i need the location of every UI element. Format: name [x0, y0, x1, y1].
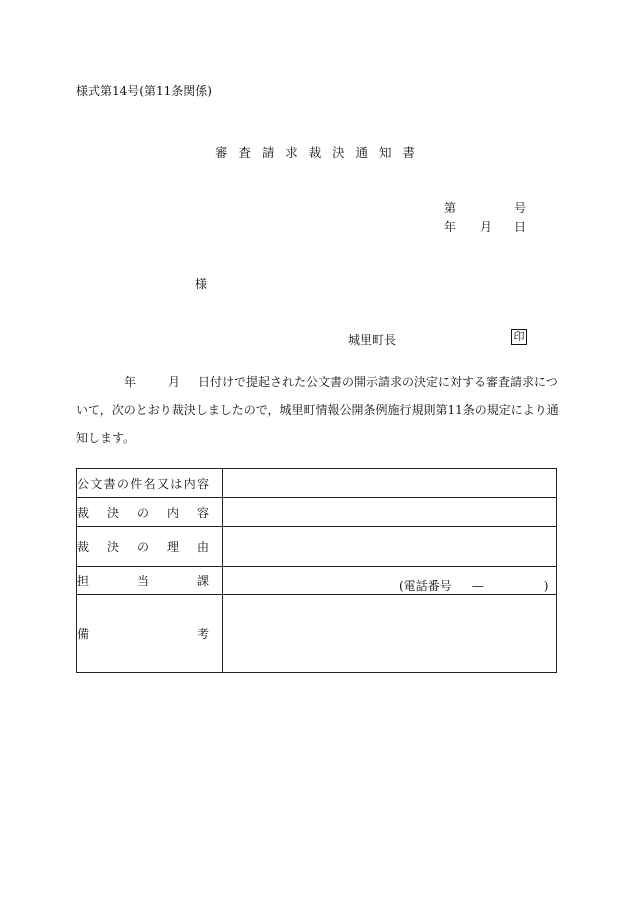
table-row — [77, 498, 557, 527]
body-line-2: いて，次のとおり裁決しましたので，城里町情報公開条例施行規則第11条の規定により通 — [76, 403, 559, 417]
subject-field[interactable] — [223, 469, 557, 498]
decision-reason-field[interactable] — [223, 527, 557, 567]
date-day-label: 日 — [514, 220, 527, 234]
title-char: 審 — [215, 145, 228, 160]
department-field[interactable] — [223, 567, 557, 595]
title-char: 書 — [402, 145, 415, 160]
title-char: 裁 — [308, 145, 322, 160]
title-char: 通 — [355, 145, 369, 160]
form-id: 様式第14号(第11条関係) — [76, 84, 212, 98]
phone-number-field: (電話番号 — ) — [399, 579, 549, 593]
seal-mark: 印 — [511, 329, 527, 345]
title-char: 求 — [285, 145, 298, 160]
row-label-decision-reason: 裁 決 の 理 由 — [77, 527, 223, 567]
table-row — [77, 527, 557, 567]
date-year-label: 年 — [444, 220, 457, 234]
table-row — [77, 567, 557, 595]
addressee-suffix: 様 — [195, 277, 208, 291]
title-char: 決 — [332, 145, 345, 160]
body-line-3: 知します。 — [76, 431, 136, 445]
row-label-department: 担 当 課 — [77, 567, 223, 595]
row-label-remarks: 備 考 — [77, 595, 223, 673]
number-suffix: 号 — [514, 201, 527, 215]
decision-content-field[interactable] — [223, 498, 557, 527]
remarks-field[interactable] — [223, 595, 557, 673]
row-label-decision-content: 裁 決 の 内 容 — [77, 498, 223, 527]
document-title — [215, 143, 415, 161]
sender-name: 城里町長 — [348, 333, 397, 347]
row-label-subject: 公 文 書 の 件 名 又 は 内 容 — [77, 469, 223, 498]
notice-table — [76, 468, 557, 673]
body-line-1: 年 月 日付けで提起された公文書の開示請求の決定に対する審査請求につ — [124, 375, 558, 389]
date-month-label: 月 — [480, 220, 493, 234]
number-prefix: 第 — [444, 201, 457, 215]
table-row — [77, 469, 557, 498]
title-char: 査 — [238, 145, 251, 160]
table-row — [77, 595, 557, 673]
body-paragraph — [76, 368, 562, 452]
title-char: 請 — [261, 145, 275, 160]
title-char: 知 — [378, 145, 392, 160]
